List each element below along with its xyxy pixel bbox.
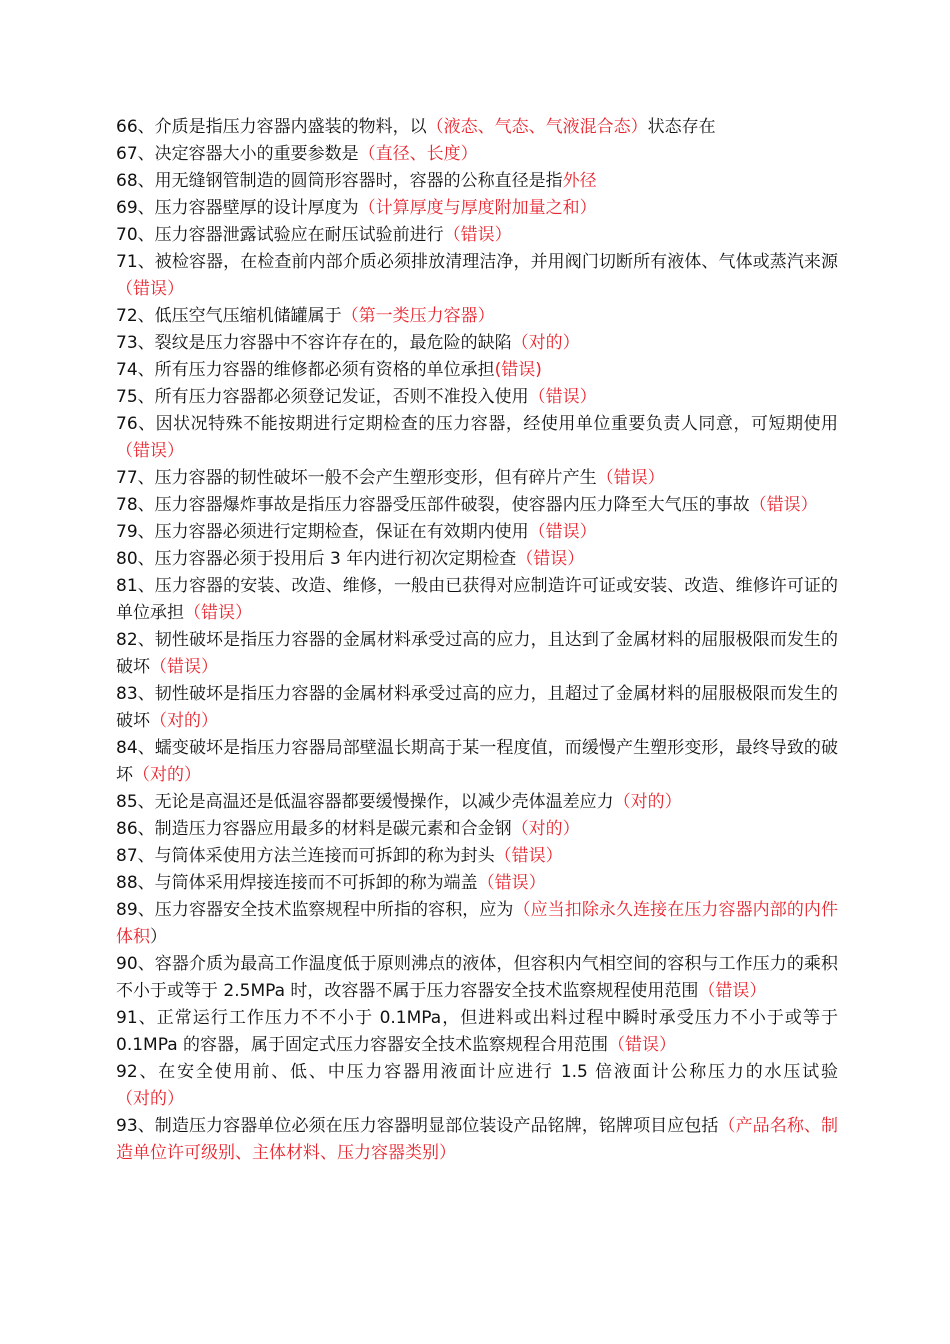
- document-page: [116, 114, 838, 1167]
- question-text: 87、与筒体采使用方法兰连接而可拆卸的称为封头: [116, 846, 495, 866]
- question-text: 80、压力容器必须于投用后 3 年内进行初次定期检查: [116, 549, 517, 569]
- question-text: 91、正常运行工作压力不不小于 0.1MPa，但进料或出料过程中瞬时承受压力不小于或等于 0.1MPa 的容器，属于固定式压力容器安全技术监察规程合用范围: [116, 1008, 838, 1055]
- question-item: [116, 330, 838, 357]
- question-text: 79、压力容器必须进行定期检查，保证在有效期内使用: [116, 522, 529, 542]
- question-text: 75、所有压力容器都必须登记发证，否则不准投入使用: [116, 387, 529, 407]
- question-item: [116, 303, 838, 330]
- question-item: [116, 249, 838, 303]
- question-item: [116, 141, 838, 168]
- question-item: [116, 870, 838, 897]
- question-item: [116, 195, 838, 222]
- question-item: [116, 222, 838, 249]
- question-item: [116, 951, 838, 1005]
- question-text: 74、所有压力容器的维修都必须有资格的单位承担: [116, 360, 495, 380]
- question-text: 90、容器介质为最高工作温度低于原则沸点的液体，但容积内气相空间的容积与工作压力的乘积不小于或等于 2.5MPa 时，改容器不属于压力容器安全技术监察规程使用范围: [116, 954, 838, 1001]
- question-text: 77、压力容器的韧性破坏一般不会产生塑形变形，但有碎片产生: [116, 468, 597, 488]
- question-tail-text: ）: [150, 927, 167, 947]
- question-text: 88、与筒体采用焊接连接而不可拆卸的称为端盖: [116, 873, 478, 893]
- answer-text: （对的）: [116, 1089, 184, 1109]
- question-text: 67、决定容器大小的重要参数是: [116, 144, 359, 164]
- answer-text: （错误）: [596, 468, 665, 488]
- answer-text: （错误）: [443, 225, 512, 245]
- question-item: [116, 897, 838, 951]
- question-item: [116, 411, 838, 465]
- question-text: 66、介质是指压力容器内盛装的物料，以: [116, 117, 427, 137]
- answer-text: （应当扣除永久连接在压力容器内部的内件体积: [116, 900, 838, 947]
- answer-text: （错误）: [608, 1035, 677, 1055]
- answer-text: （第一类压力容器）: [341, 306, 495, 326]
- answer-text: （错误）: [116, 279, 184, 299]
- answer-text: （产品名称、制造单位许可级别、主体材料、压力容器类别）: [116, 1116, 838, 1163]
- question-item: [116, 519, 838, 546]
- answer-text: （对的）: [613, 792, 682, 812]
- question-item: [116, 789, 838, 816]
- answer-text: （对的）: [133, 765, 201, 785]
- question-item: [116, 816, 838, 843]
- answer-text: （液态、气态、气液混合态）: [426, 117, 648, 137]
- answer-text: 外径: [562, 171, 597, 191]
- question-text: 86、制造压力容器应用最多的材料是碳元素和合金钢: [116, 819, 512, 839]
- answer-text: （错误）: [150, 657, 218, 677]
- question-item: [116, 681, 838, 735]
- answer-text: （对的）: [511, 333, 580, 353]
- question-text: 82、韧性破坏是指压力容器的金属材料承受过高的应力，且达到了金属材料的屈服极限而发生的破坏: [116, 630, 838, 677]
- question-item: [116, 573, 838, 627]
- answer-text: （错误）: [184, 603, 252, 623]
- question-text: 72、低压空气压缩机储罐属于: [116, 306, 342, 326]
- question-item: [116, 735, 838, 789]
- question-text: 93、制造压力容器单位必须在压力容器明显部位装设产品铭牌，铭牌项目应包括: [116, 1116, 719, 1136]
- question-item: [116, 465, 838, 492]
- answer-text: （错误）: [749, 495, 818, 515]
- answer-text: （错误）: [528, 522, 597, 542]
- question-text: 81、压力容器的安装、改造、维修，一般由已获得对应制造许可证或安装、改造、维修许可证的单位承担: [116, 576, 838, 623]
- answer-text: （错误）: [494, 846, 563, 866]
- question-item: [116, 1005, 838, 1059]
- question-text: 68、用无缝钢管制造的圆筒形容器时，容器的公称直径是指: [116, 171, 563, 191]
- answer-text: （错误）: [528, 387, 597, 407]
- question-text: 89、压力容器安全技术监察规程中所指的容积，应为: [116, 900, 514, 920]
- answer-text: （错误）: [116, 441, 184, 461]
- question-item: [116, 384, 838, 411]
- question-item: [116, 843, 838, 870]
- answer-text: (错误): [494, 360, 542, 380]
- question-text: 69、压力容器壁厚的设计厚度为: [116, 198, 359, 218]
- question-text: 70、压力容器泄露试验应在耐压试验前进行: [116, 225, 444, 245]
- question-item: [116, 1113, 838, 1167]
- question-item: [116, 168, 838, 195]
- question-item: [116, 546, 838, 573]
- answer-text: （错误）: [516, 549, 585, 569]
- question-text: 73、裂纹是压力容器中不容许存在的，最危险的缺陷: [116, 333, 512, 353]
- question-item: [116, 357, 838, 384]
- question-text: 78、压力容器爆炸事故是指压力容器受压部件破裂，使容器内压力降至大气压的事故: [116, 495, 750, 515]
- answer-text: （对的）: [511, 819, 580, 839]
- question-item: [116, 114, 838, 141]
- question-text: 76、因状况特殊不能按期进行定期检查的压力容器，经使用单位重要负责人同意，可短期使用: [116, 414, 838, 434]
- question-tail-text: 状态存在: [647, 117, 716, 137]
- question-text: 84、蠕变破坏是指压力容器局部壁温长期高于某一程度值，而缓慢产生塑形变形，最终导致的破坏: [116, 738, 838, 785]
- question-text: 85、无论是高温还是低温容器都要缓慢操作，以减少壳体温差应力: [116, 792, 614, 812]
- question-text: 71、被检容器，在检查前内部介质必须排放清理洁净，并用阀门切断所有液体、气体或蒸汽来源: [116, 252, 838, 272]
- question-item: [116, 492, 838, 519]
- question-text: 92、在安全使用前、低、中压力容器用液面计应进行 1.5 倍液面计公称压力的水压试验: [116, 1062, 838, 1082]
- question-text: 83、韧性破坏是指压力容器的金属材料承受过高的应力，且超过了金属材料的屈服极限而发生的破坏: [116, 684, 838, 731]
- answer-text: （计算厚度与厚度附加量之和）: [358, 198, 597, 218]
- answer-text: （错误）: [477, 873, 546, 893]
- question-item: [116, 627, 838, 681]
- answer-text: （对的）: [150, 711, 218, 731]
- answer-text: （直径、长度）: [358, 144, 478, 164]
- question-item: [116, 1059, 838, 1113]
- answer-text: （错误）: [698, 981, 767, 1001]
